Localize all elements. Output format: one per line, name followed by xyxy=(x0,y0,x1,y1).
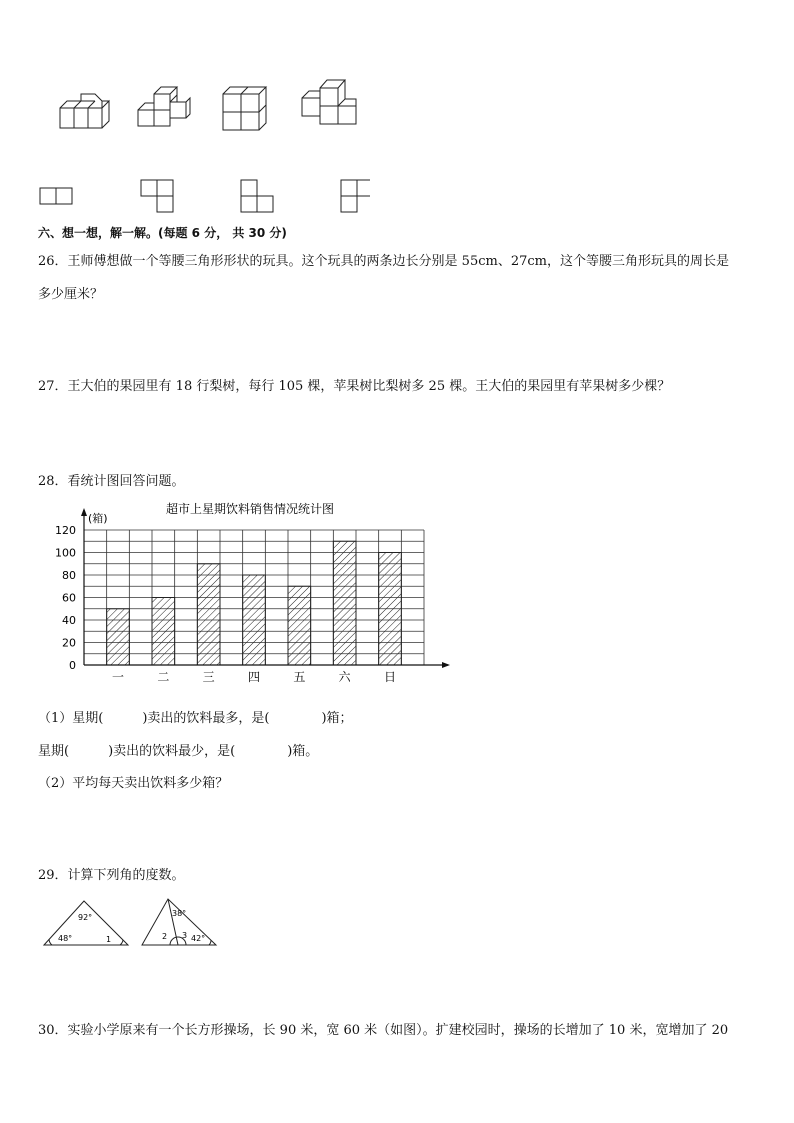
bar-4 xyxy=(243,575,266,665)
q27-text: 27．王大伯的果园里有 18 行梨树，每行 105 棵，苹果树比梨树多 25 棵。王大伯的果园里有苹果树多少棵？ xyxy=(38,379,671,394)
bar-3 xyxy=(197,564,220,665)
x-tick-label: 三 xyxy=(202,670,215,684)
tri2-angle-3: 3 xyxy=(182,931,188,940)
y-axis-arrow xyxy=(81,508,87,516)
x-tick-labels xyxy=(112,670,396,684)
chart-title: 超市上星期饮料销售情况统计图 xyxy=(165,502,335,516)
q29-text: 29．计算下列角的度数。 xyxy=(38,868,185,883)
bar-5 xyxy=(288,586,311,665)
triangle-1 xyxy=(44,901,128,945)
cube-figure-1 xyxy=(60,94,109,128)
x-axis-arrow xyxy=(442,662,450,668)
q28-sub1-line1: （1）星期( )卖出的饮料最多，是( )箱； xyxy=(38,711,353,726)
view-shape-1 xyxy=(40,188,72,204)
q28-sub1-line2: 星期( )卖出的饮料最少，是( )箱。 xyxy=(38,744,319,759)
bar-1 xyxy=(107,609,130,665)
bar-2 xyxy=(152,598,175,666)
y-tick-label: 0 xyxy=(69,659,76,672)
q28-text: 28．看统计图回答问题。 xyxy=(38,474,185,489)
y-tick-label: 60 xyxy=(62,591,76,605)
x-tick-label: 五 xyxy=(293,670,306,684)
y-tick-labels xyxy=(55,524,76,672)
q26-line1: 26．王师傅想做一个等腰三角形形状的玩具。这个玩具的两条边长分别是 55cm、27cm，这个等腰三角形玩具的周长是 xyxy=(38,254,729,269)
x-tick-label: 六 xyxy=(338,670,351,684)
tri1-top-angle: 92° xyxy=(78,913,93,922)
cube-figure-4 xyxy=(302,80,356,124)
chart-bars xyxy=(107,541,402,665)
section-heading: 六、想一想，解一解。(每题 6 分， 共 30 分) xyxy=(38,226,287,240)
q28-sub2: （2）平均每天卖出饮料多少箱？ xyxy=(38,776,229,791)
tri2-top-angle: 38° xyxy=(172,909,187,918)
y-tick-label: 20 xyxy=(62,636,76,650)
tri1-left-angle: 48° xyxy=(58,934,73,943)
q30-text: 30．实验小学原来有一个长方形操场，长 90 米，宽 60 米（如图）。扩建校园时，操场的长增加了 10 米，宽增加了 20 xyxy=(38,1023,729,1038)
x-tick-label: 四 xyxy=(247,670,261,684)
y-tick-label: 40 xyxy=(62,614,76,627)
cube-figure-3 xyxy=(223,87,266,130)
x-tick-label: 日 xyxy=(383,670,397,684)
bar-7 xyxy=(379,553,402,666)
tri2-angle-2: 2 xyxy=(162,932,168,941)
bar-6 xyxy=(333,541,356,665)
y-tick-label: 100 xyxy=(55,546,76,560)
view-shape-3 xyxy=(241,180,273,212)
view-shape-4 xyxy=(341,180,370,212)
y-axis-unit: (箱) xyxy=(88,512,108,525)
tri2-right-angle: 42° xyxy=(191,934,206,943)
y-tick-label: 120 xyxy=(55,524,76,537)
cube-figure-2 xyxy=(138,87,190,126)
view-shape-2 xyxy=(141,180,173,212)
tri1-right-angle: 1 xyxy=(106,935,112,944)
q26-line2: 多少厘米？ xyxy=(38,287,104,302)
x-tick-label: 一 xyxy=(111,670,125,684)
triangle-figures xyxy=(38,893,228,953)
bar-chart xyxy=(40,495,460,695)
x-tick-label: 二 xyxy=(157,670,170,684)
y-tick-label: 80 xyxy=(62,569,76,582)
cube-figures xyxy=(30,70,370,220)
